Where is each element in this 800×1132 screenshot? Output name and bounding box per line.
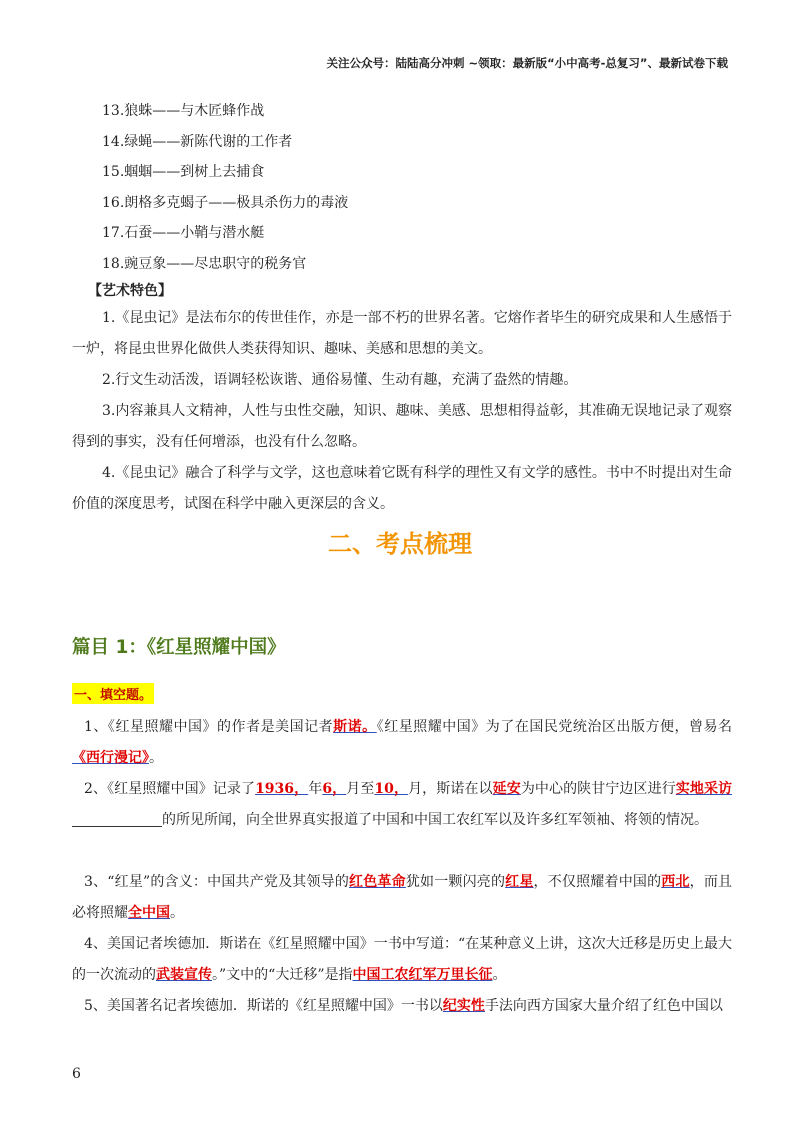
answer: 《西行漫记》 [72, 750, 149, 766]
answer: 6， [322, 781, 347, 797]
question-4: 4、美国记者埃德加．斯诺在《红星照耀中国》一书中写道：“在某种意义上讲，这次大迁移是历史上最大的一次流动的武装宣传。”文中的“大迁移”是指中国工农红军万里长征。 [72, 936, 732, 983]
section-title: 二、考点梳理 [328, 530, 472, 558]
list-item: 14.绿蝇——新陈代谢的工作者 [102, 133, 293, 150]
answer: 红星 [505, 874, 534, 890]
list-item: 13.狼蛛——与木匠蜂作战 [102, 103, 265, 119]
answer: 斯诺。 [333, 719, 377, 735]
question-5: 5、美国著名记者埃德加．斯诺的《红星照耀中国》一书以纪实性手法向西方国家大量介绍了红色中国以 [84, 998, 723, 1014]
question-1: 1、《红星照耀中国》的作者是美国记者斯诺。《红星照耀中国》为了在国民党统治区出版方便，曾易名《西行漫记》。 [72, 719, 733, 766]
fill-blank-heading: 一、填空题。 [72, 683, 154, 704]
art-paragraph-1: 1.《昆虫记》是法布尔的传世佳作，亦是一部不朽的世界名著。它熔作者毕生的研究成果和人生感悟于一炉，将昆虫世界化做供人类获得知识、趣味、美感和思想的美文。 [72, 310, 732, 357]
answer: 中国工农红军万里长征 [352, 967, 493, 983]
page-number: 6 [72, 1066, 81, 1082]
answer: 延安 [492, 781, 521, 797]
answer: 10， [374, 781, 409, 797]
chapter-list [102, 96, 348, 279]
answer: 武装宣传 [156, 967, 212, 983]
art-features-heading: 【艺术特色】 [88, 283, 172, 299]
chapter-title: 篇目 1：《红星照耀中国》 [72, 637, 286, 658]
list-item: 16.朗格多克蝎子——极具杀伤力的毒液 [102, 194, 349, 211]
page-header: 关注公众号：陆陆高分冲刺 ~领取：最新版“小中高考-总复习”、最新试卷下载 [326, 56, 728, 70]
art-paragraph-3: 3.内容兼具人文精神，人性与虫性交融，知识、趣味、美感、思想相得益彰，其准确无误地记录了观察得到的事实，没有任何增添，也没有什么忽略。 [72, 403, 732, 450]
question-3: 3、“红星”的含义：中国共产党及其领导的红色革命犹如一颗闪亮的红星，不仅照耀着中国的西北，而且必将照耀全中国。 [72, 874, 733, 921]
answer: 1936， [255, 781, 309, 797]
list-item: 17.石蚕——小鞘与潜水艇 [102, 225, 265, 241]
art-paragraph-2: 2.行文生动活泼，语调轻松诙谐、通俗易懂、生动有趣，充满了盎然的情趣。 [102, 372, 578, 388]
answer: 全中国 [128, 905, 170, 921]
answer: 纪实性 [442, 998, 485, 1014]
answer-blank [72, 810, 162, 827]
answer: 红色革命 [349, 874, 406, 890]
list-item: 18.豌豆象——尽忠职守的税务官 [102, 255, 307, 272]
answer: 西北 [661, 874, 690, 890]
list-item: 15.蝈蝈——到树上去捕食 [102, 164, 265, 180]
question-2: 2、《红星照耀中国》记录了1936，年6，月至10，月，斯诺在以延安为中心的陕甘宁边区进行实地采访的所见所闻，向全世界真实报道了中国和中国工农红军以及许多红军领袖、将领的情况。 [72, 774, 732, 836]
art-paragraph-4: 4.《昆虫记》融合了科学与文学，这也意味着它既有科学的理性又有文学的感性。书中不时提出对生命价值的深度思考，试图在科学中融入更深层的含义。 [72, 465, 732, 512]
answer: 实地采访 [675, 781, 733, 797]
